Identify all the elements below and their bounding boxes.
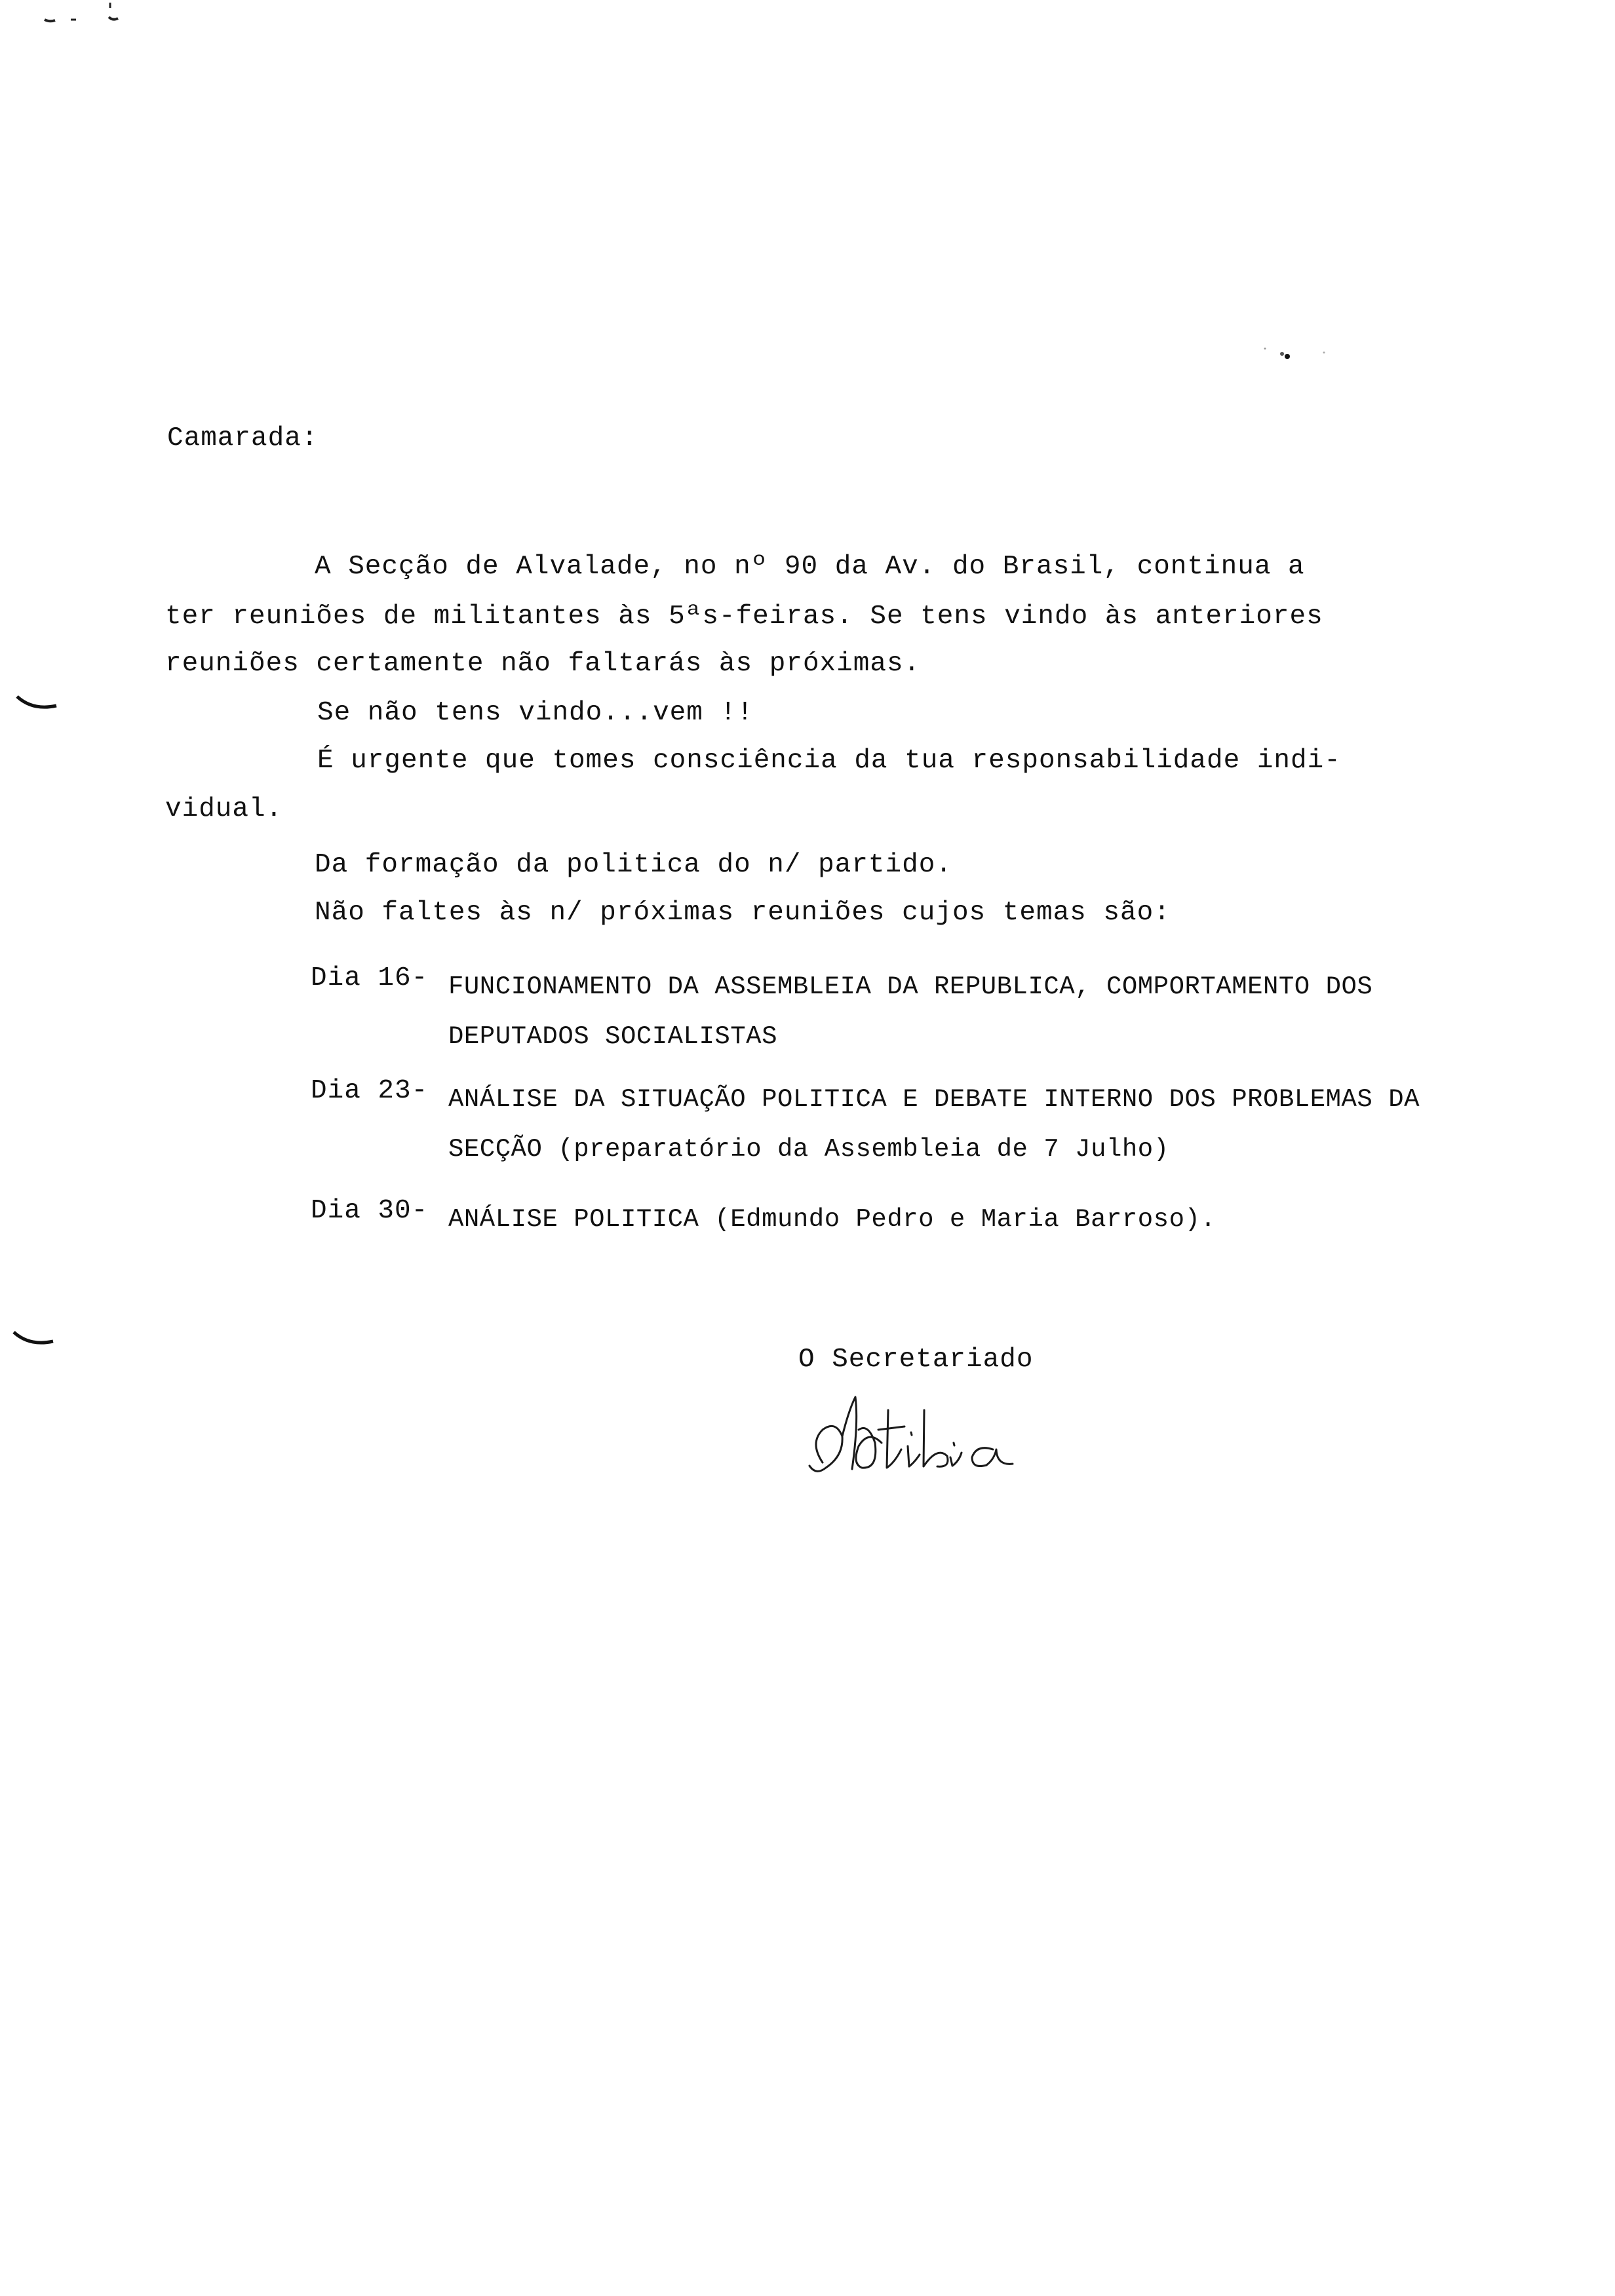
paragraph-3-line-2: vidual. xyxy=(165,794,283,824)
punch-mark-upper xyxy=(13,691,66,718)
agenda-day: Dia 30- xyxy=(311,1196,429,1226)
salutation: Camarada: xyxy=(167,423,319,453)
agenda-topic-note: (Edmundo Pedro e Maria Barroso). xyxy=(714,1205,1216,1234)
agenda-topic-title: ANÁLISE DA SITUAÇÃO POLITICA E DEBATE INTERNO DOS PROBLEMAS DA SECÇÃO xyxy=(448,1085,1420,1164)
speck-top-right xyxy=(1245,341,1337,367)
handwritten-signature xyxy=(796,1384,1045,1495)
agenda-topic-title: FUNCIONAMENTO DA ASSEMBLEIA DA REPUBLICA, COMPORTAMENTO DOS DEPUTADOS SOCIALISTAS xyxy=(448,972,1373,1051)
scan-mark-top-left xyxy=(39,0,131,33)
agenda-topic xyxy=(448,1075,1431,1174)
paragraph-1-line-3: reuniões certamente não faltarás às próximas. xyxy=(165,649,921,679)
paragraph-1-line-1: A Secção de Alvalade, no nº 90 da Av. do Brasil, continua a xyxy=(315,552,1305,582)
paragraph-1-line-2: ter reuniões de militantes às 5ªs-feiras. Se tens vindo às anteriores xyxy=(165,602,1323,632)
agenda-topic xyxy=(448,1195,1431,1244)
paragraph-2: Se não tens vindo...vem !! xyxy=(317,698,754,728)
agenda-topic xyxy=(448,962,1431,1062)
paragraph-3-line-1: É urgente que tomes consciência da tua responsabilidade indi- xyxy=(317,746,1341,776)
closing-secretariado: O Secretariado xyxy=(798,1345,1034,1375)
agenda-topic-title: ANÁLISE POLITICA xyxy=(448,1205,699,1234)
paragraph-4: Da formação da politica do n/ partido. xyxy=(315,850,952,880)
agenda-day: Dia 23- xyxy=(311,1076,429,1106)
agenda-day: Dia 16- xyxy=(311,963,429,993)
agenda-topic-note: (preparatório da Assembleia de 7 Julho) xyxy=(558,1135,1169,1164)
paragraph-5: Não faltes às n/ próximas reuniões cujos temas são: xyxy=(315,898,1171,928)
punch-mark-lower xyxy=(10,1327,62,1353)
